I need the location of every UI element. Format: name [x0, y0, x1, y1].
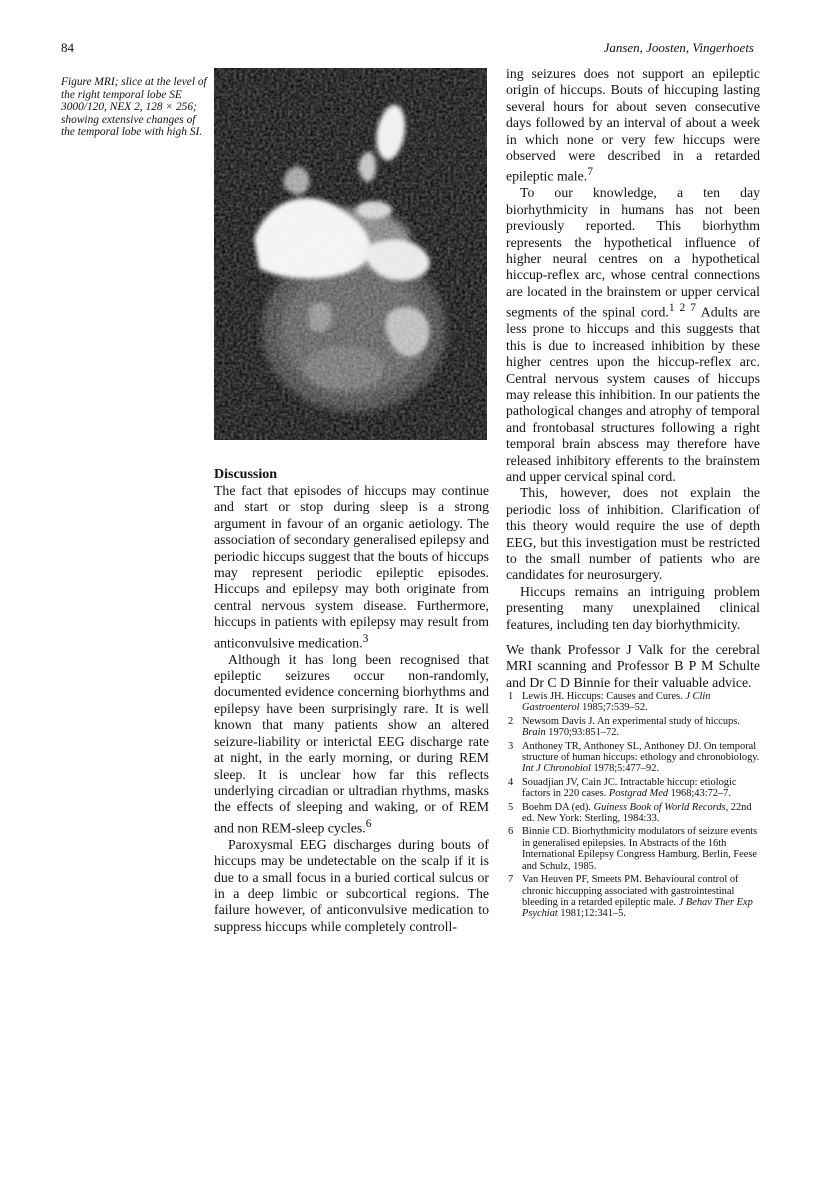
paragraph: ing seizures does not support an epileptic origin of hiccups. Bouts of hiccuping lasting several hours for about seven consecutive days followed by an interval of about a week in which none or very few hiccups were observed were described in a retarded epileptic male.$^7$: [506, 66, 760, 185]
paragraph: Although it has long been recognised that epileptic seizures occur non-randomly, documented evidence concerning biorhythms and epilepsy have been surprisingly rare. It is well known that many patients show an altered seizure-liability or interictal EEG discharge rate at night, in the early morning, or during REM sleep. It is unclear how far this reflects underlying circadian or ultradian rhythms, masks the effects of sleeping and waking, or of REM and non REM-sleep cycles.$^6$: [214, 651, 489, 836]
citation: 1 2 7: [668, 302, 697, 315]
reference-item: 4 Souadjian JV, Cain JC. Intractable hiccup: etiologic factors in 220 cases. Postgrad Med 1968;43:72–7.: [508, 776, 737, 800]
paragraph: Paroxysmal EEG discharges during bouts of hiccups may be undetectable on the scalp if it is due to a small focus in a buried cortical sulcus or in a deep limbic or subcortical regions. The failure however, of anticonvulsive medication to suppress hiccups while completely controll-: [214, 836, 489, 934]
section-heading-discussion: Discussion: [214, 467, 278, 482]
paragraph: This, however, does not explain the periodic loss of inhibition. Clarification of this theory would require the use of depth EEG, but this investigation must be restricted to the small number of patients who are candidates for neurosurgery.: [506, 485, 760, 583]
reference-item: 1 Lewis JH. Hiccups: Causes and Cures. J Clin Gastroenterol 1985;7:539–52.: [508, 691, 711, 714]
reference-item: 3 Anthoney TR, Anthoney SL, Anthoney DJ. On temporal structure of human hiccups: ethology and chronobiology. Int J Chronobiol 1978;5:477–92.: [508, 740, 760, 775]
paragraph: Hiccups remains an intriguing problem presenting many unexplained clinical features, including ten day biorhythmicity.: [506, 583, 760, 632]
reference-item: 2 Newsom Davis J. An experimental study of hiccups. Brain 1970;93:851–72.: [508, 715, 740, 739]
paragraph: The fact that episodes of hiccups may continue and start or stop during sleep is a strong argument in favour of an organic aetiology. The association of secondary generalised epilepsy and periodic hiccups suggest that the bouts of hiccups may represent periodic epileptic episodes. Hiccups and epilepsy may both originate from central nervous system disease. Furthermore, hiccups in patients with epilepsy may result from anticonvulsive medication.$^3$: [214, 483, 489, 651]
reference-item: 7 Van Heuven PF, Smeets PM. Behavioural control of chronic hiccupping associated with gastrointestinal bleeding in a retarded epileptic male. J Behav Ther Exp Psychiat 1981;12:341–5.: [508, 874, 753, 920]
mri-figure: [214, 68, 487, 440]
citation: 7: [587, 166, 593, 179]
reference-item: 6 Binnie CD. Biorhythmicity modulators of seizure events in generalised epilepsies. In Abstracts of the 16th International Epilepsy Congress Hamburg. Berlin, Feese and Schulz, 1985.: [508, 826, 758, 872]
mri-scan-image: [214, 68, 487, 440]
citation: 3: [362, 632, 369, 645]
acknowledgement: We thank Professor J Valk for the cerebral MRI scanning and Professor B P M Schulte and Dr C D Binnie for their valuable advice.: [506, 642, 760, 690]
left-column: [214, 467, 489, 935]
citation: 6: [365, 817, 372, 830]
right-column: [506, 66, 760, 691]
paragraph: To our knowledge, a ten day biorhythmicity in humans has not been previously reported. This biorhythm represents the hypothetical influence of higher neural centres on a hypothetical hiccup-reflex arc, whose central connections are located in the brainstem or upper cervical segments of the spinal cord.$^{1 2 7}$ Adults are less prone to hiccups and this suggests that this is due to increased inhibition by these higher centres upon the hiccup-reflex arc. Central nervous system causes of hiccups may release this inhibition. In our patients the pathological changes and atrophy of temporal and frontobasal structures following a right temporal brain abscess may therefore have released inhibitory efferents to the brainstem and upper cervical spinal cord.: [506, 185, 760, 484]
page-number: 84: [61, 40, 74, 55]
reference-item: 5 Boehm DA (ed). Guiness Book of World Records, 22nd ed. New York: Sterling, 1984:33.: [508, 801, 752, 825]
figure-caption: Figure MRI; slice at the level of the right temporal lobe SE 3000/120, NEX 2, 128 × 256; showing extensive changes of the temporal lobe with high SI.: [61, 76, 207, 139]
references-list: [506, 691, 760, 922]
running-header-authors: Jansen, Joosten, Vingerhoets: [603, 40, 754, 55]
